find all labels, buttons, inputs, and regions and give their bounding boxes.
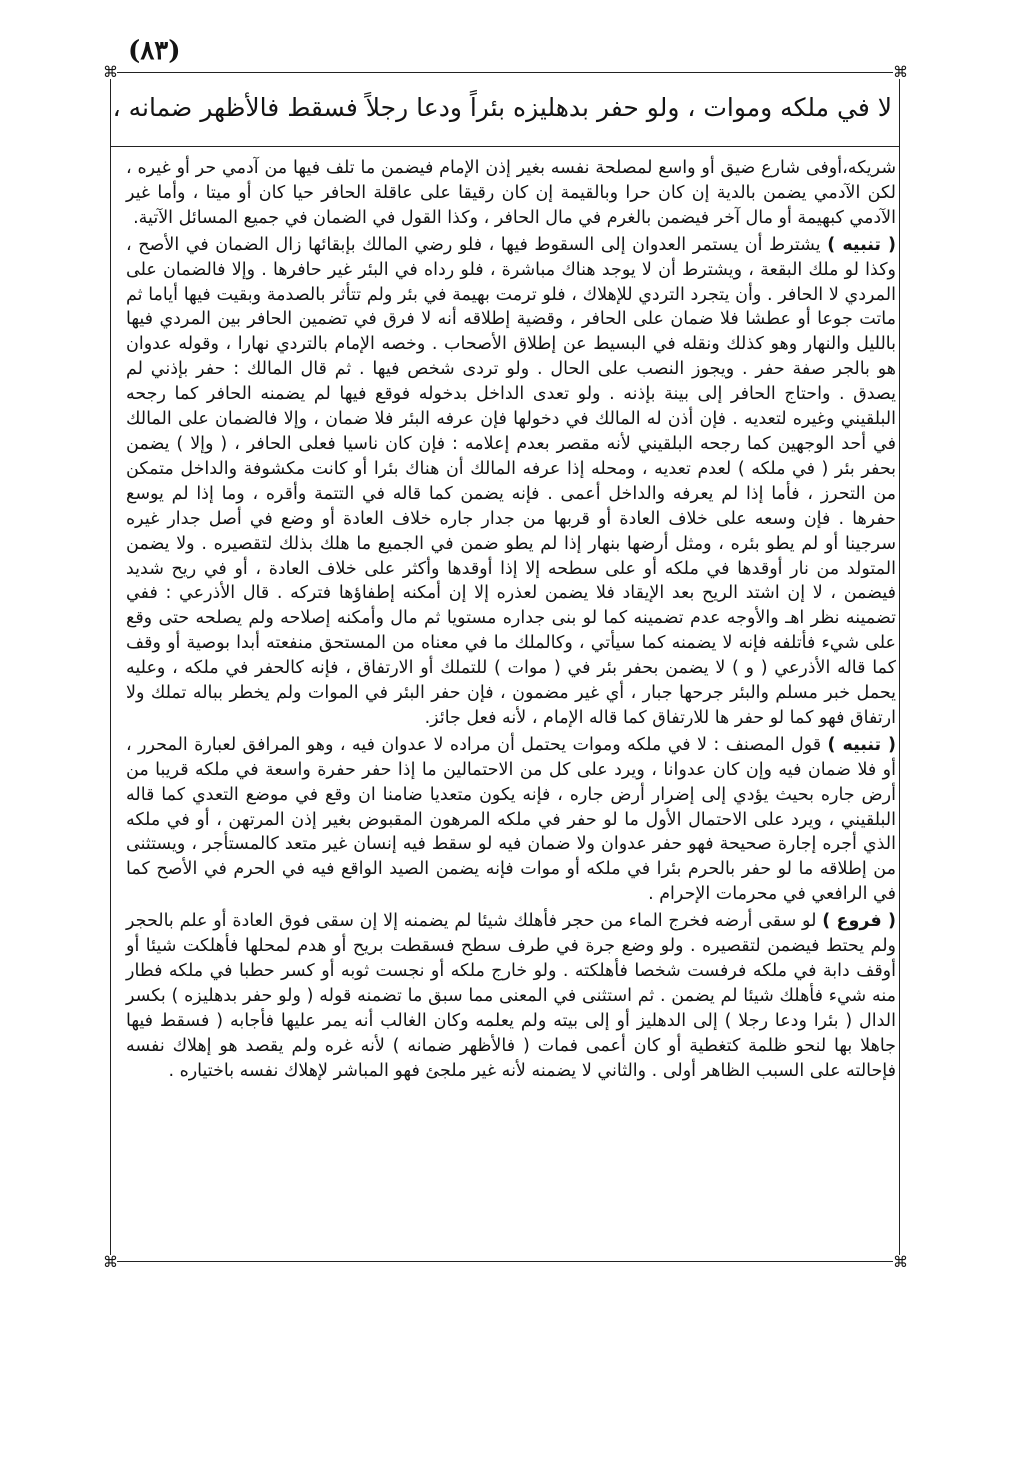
paragraph-text: يشترط أن يستمر العدوان إلى السقوط فيها ، فلو رضي المالك بإبقائها زال الضمان في الأصح ، وكذا لو ملك البقعة ، ويشترط أن لا يوجد هناك مباشرة ، فلو رداه في البئر غير حافرها . وإلا فالضمان على المردي لا الحافر . وأن يتجرد التردي للإهلاك ، فلو ترمت بهيمة في بئر ولم تتأثر بالصدمة وبقيت فيها أياما ثم ماتت جوعا أو عطشا فلا ضمان على الحافر ، وقضية إطلاقه أنه لا فرق في تضمين الحافر بين المردي فيها بالليل والنهار وهو كذلك ونقله في البسيط عن إطلاق الأصحاب . وخصه الإمام بالتردي نهارا ، وقوله عدوان هو بالجر صفة حفر . ويجوز النصب على الحال . ولو تردى شخص فيها . ثم قال المالك : حفر بإذني لم يصدق . واحتاج الحافر إلى بينة بإذنه . ولو تعدى الداخل بدخوله فوقع فيها لم يضمنه الحافر كما رجحه البلقيني وغيره لتعديه . فإن أذن له المالك في دخولها فإن عرفه البئر فلا ضمان ، وإلا فالضمان على المالك في أحد الوجهين كما رجحه البلقيني لأنه مقصر بعدم إعلامه : فإن كان ناسيا فعلى الحافر ، ( وإلا ) يضمن بحفر بئر ( في ملكه ) لعدم تعديه ، ومحله إذا عرفه المالك أن هناك بئرا أو كانت مكشوفة والداخل متمكن من التحرز ، فأما إذا لم يعرفه والداخل أعمى . فإنه يضمن كما قاله في التتمة وأقره ، وما إذا لم يوسع حفرها . فإن وسعه على خلاف العادة أو قربها من جدار جاره خلاف العادة أو وضع في أصل جدار غيره سرجينا أو لم يطو بئره ، ومثل أرضها بنهار إذا لم يطو ضمن في الجميع ما هلك بذلك لتقصيره . ولا يضمن المتولد من نار أوقدها في ملكه أو على سطحه إلا إذا أوقدها وأكثر على خلاف العادة ، أو في ريح شديد فيضمن ، لا إن اشتد الريح بعد الإيقاد فلا يضمن لعذره إلا إن أمكنه إطفاؤها فتركه . قال الأذرعي : ففي تضمينه نظر اهـ والأوجه عدم تضمينه كما لو بنى جداره مستويا ثم مال وأمكنه إصلاحه ولم يصلحه حتى وقع على شيء فأتلفه فإنه لا يضمنه كما سيأتي ، وكالملك ما في معناه من المستحق منفعته أبدا بوصية أو وقف كما قاله الأذرعي ( و ) لا يضمن بحفر بئر في ( موات ) للتملك أو الارتفاق ، فإنه كالحفر في ملكه ، وعليه يحمل خبر مسلم والبئر جرحها جبار ، أي غير مضمون ، فإن حفر البئر في الموات ولم يخطر بباله تملك ولا ارتفاق فهو كما لو حفر ها للارتفاق كما قاله الإمام ، لأنه فعل جائز. [126, 234, 896, 728]
frame-left-rule [110, 72, 111, 1262]
commentary-body [126, 156, 896, 1086]
frame-top-rule [110, 72, 900, 73]
commentary-paragraph [126, 233, 896, 731]
corner-ornament-icon: ⌘ [103, 63, 118, 81]
corner-ornament-icon: ⌘ [893, 63, 908, 81]
commentary-paragraph [126, 909, 896, 1083]
commentary-paragraph [126, 156, 896, 231]
matn-divider-rule [110, 146, 900, 147]
paragraph-text: لو سقى أرضه فخرج الماء من حجر فأهلك شيئا لم يضمنه إلا إن سقى فوق العادة أو علم بالحجر ولم يحتط فيضمن لتقصيره . ولو وضع جرة في طرف سطح فسقطت بريح أو هدم لمحلها فأهلكت شيئا أو أوقف دابة في ملكه فرفست شخصا فأهلكته . ولو خارج ملكه أو نجست ثوبه أو كسر حطبا في ملكه فطار منه شيء فأهلك شيئا لم يضمن . ثم استثنى في المعنى مما سبق ما تضمنه قوله ( ولو حفر بدهليزه ) بكسر الدال ( بئرا ودعا رجلا ) إلى الدهليز أو إلى بيته ولم يعلمه وكان الغالب أنه يمر عليها فأجابه ( فسقط فيها جاهلا بها لنحو ظلمة كتغطية أو كان أعمى فمات ( فالأظهر ضمانه ) لأنه غره ولم يقصد هو إهلاك نفسه فإحالته على السبب الظاهر أولى . والثاني لا يضمنه لأنه غير ملجئ فهو المباشر لإهلاك نفسه باختياره . [126, 911, 896, 1081]
section-heading: ( تنبيه ) [827, 234, 897, 255]
corner-ornament-icon: ⌘ [893, 1253, 908, 1271]
paragraph-text: شريكه،أوفى شارع ضيق أو واسع لمصلحة نفسه بغير إذن الإمام فيضمن ما تلف فيها من آدمي حر أو غيره ، لكن الآدمي يضمن بالدية إن كان حرا وبالقيمة إن كان رقيقا على عاقلة الحافر حيا كان أو ميتا ، وأما غير الآدمي كبهيمة أو مال آخر فيضمن بالغرم في مال الحافر ، وكذا القول في الضمان في جميع المسائل الآتية. [126, 158, 896, 228]
frame-right-rule [899, 72, 900, 1262]
frame-bottom-rule [110, 1261, 900, 1262]
section-heading: ( تنبيه ) [827, 734, 896, 755]
commentary-paragraph [126, 733, 896, 907]
section-heading: ( فروع ) [822, 911, 896, 932]
corner-ornament-icon: ⌘ [103, 1253, 118, 1271]
matn-text: لا في ملكه وموات ، ولو حفر بدهليزه بئراً ودعا رجلاً فسقط فالأظهر ضمانه ، [112, 93, 892, 122]
paragraph-text: قول المصنف : لا في ملكه وموات يحتمل أن مراده لا عدوان فيه ، وهو المرافق لعبارة المحرر ، أو فلا ضمان فيه وإن كان عدوانا ، ويرد على كل من الاحتمالين ما إذا حفر حفرة واسعة في ملكه قريبا من أرض جاره بحيث يؤدي إلى إضرار أرض جاره ، فإنه يكون متعديا ضامنا ان وقع في موضع التعدي كما قاله البلقيني ، ويرد على الاحتمال الأول ما لو حفر في ملكه المرهون المقبوض بغير إذن المرتهن ، أو في ملكه الذي أجره إجارة صحيحة فهو حفر عدوان ولا ضمان فيه لو سقط فيه إنسان غير متعد كالمستأجر ، ويستثنى من إطلاقه ما لو حفر بالحرم بئرا في ملكه أو موات فإنه يضمن الصيد الواقع فيه في الحرم في الأصح كما في الرافعي في محرمات الإحرام . [126, 734, 896, 905]
page-number: (٨٣) [128, 36, 181, 66]
